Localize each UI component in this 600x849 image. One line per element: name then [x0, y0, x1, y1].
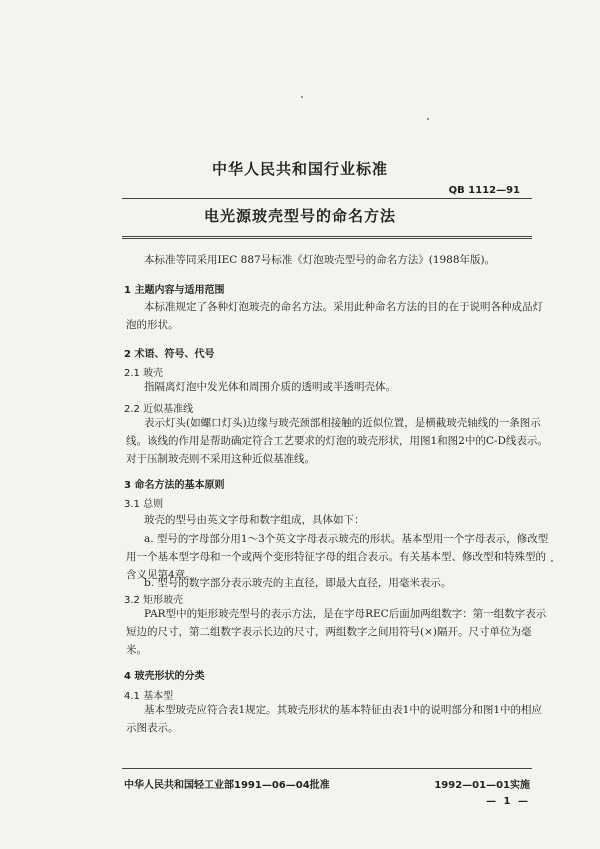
- section-3-heading: 3 命名方法的基本原则: [124, 480, 225, 491]
- section-3-1-text: 玻壳的型号由英文字母和数字组成，具体如下：: [144, 514, 365, 526]
- section-2-2-heading: 2.2 近似基准线: [124, 404, 194, 415]
- footer-rule: [122, 768, 532, 769]
- page-number: — 1 —: [486, 796, 530, 807]
- section-2-2-text: 表示灯头(如螺口灯头)边缘与玻壳颈部相接触的近似位置，是横截玻壳轴线的一条图示线。该线的作用是帮助确定符合工艺要求的灯泡的玻壳形状，用图1和图2中的C-D线表示。对于压制玻壳则不采用这种近似基准线。: [126, 417, 548, 465]
- section-4-1-text: 基本型玻壳应符合表1规定。其玻壳形状的基本特征由表1中的说明部分和图1中的相应示图表示。: [126, 704, 543, 734]
- header-rule: [122, 198, 532, 199]
- section-2-1-text: 指隔离灯泡中发光体和周围介质的透明或半透明壳体。: [144, 381, 396, 393]
- section-2-heading: 2 术语、符号、代号: [124, 349, 215, 360]
- section-3-1-item-b: b. 型号的数字部分表示玻壳的主直径，即最大直径，用毫米表示。: [144, 577, 452, 589]
- section-3-1-item-a: a. 型号的字母部分用1～3个英文字母表示玻壳的形状。基本型用一个字母表示，修改型用一个基本型字母和一个或两个变形特征字母的组合表示。有关基本型、修改型和特殊型的含义见第4章。: [126, 533, 549, 581]
- section-3-1-heading: 3.1 总则: [124, 499, 164, 510]
- section-4-heading: 4 玻壳形状的分类: [124, 671, 205, 682]
- document-title: 电光源玻壳型号的命名方法: [203, 207, 396, 225]
- intro-paragraph: 本标准等同采用IEC 887号标准《灯泡玻壳型号的命名方法》(1988年版)。: [144, 254, 496, 266]
- section-1-heading: 1 主题内容与适用范围: [124, 285, 225, 296]
- section-3-2-heading: 3.2 矩形玻壳: [124, 595, 184, 606]
- scan-speck: [427, 118, 429, 120]
- title-rule: [122, 236, 532, 237]
- scan-speck: [301, 96, 303, 98]
- standard-number: QB 1112—91: [448, 185, 520, 196]
- section-2-1-heading: 2.1 玻壳: [124, 368, 164, 379]
- issuing-organization: 中华人民共和国行业标准: [211, 160, 388, 178]
- scan-speck: [551, 560, 553, 562]
- approval-note: 中华人民共和国轻工业部1991—06—04批准: [124, 780, 330, 791]
- title-rule-2: [122, 238, 532, 239]
- section-4-1-heading: 4.1 基本型: [124, 691, 174, 702]
- section-1-text: 本标准规定了各种灯泡玻壳的命名方法。采用此种命名方法的目的在于说明各种成品灯泡的形状。: [126, 301, 543, 331]
- section-3-2-text: PAR型中的矩形玻壳型号的表示方法，是在字母REC后面加两组数字：第一组数字表示短边的尺寸，第二组数字表示长边的尺寸，两组数字之间用符号(×)隔开。尺寸单位为毫米。: [126, 608, 547, 656]
- implementation-date: 1992—01—01实施: [434, 780, 530, 791]
